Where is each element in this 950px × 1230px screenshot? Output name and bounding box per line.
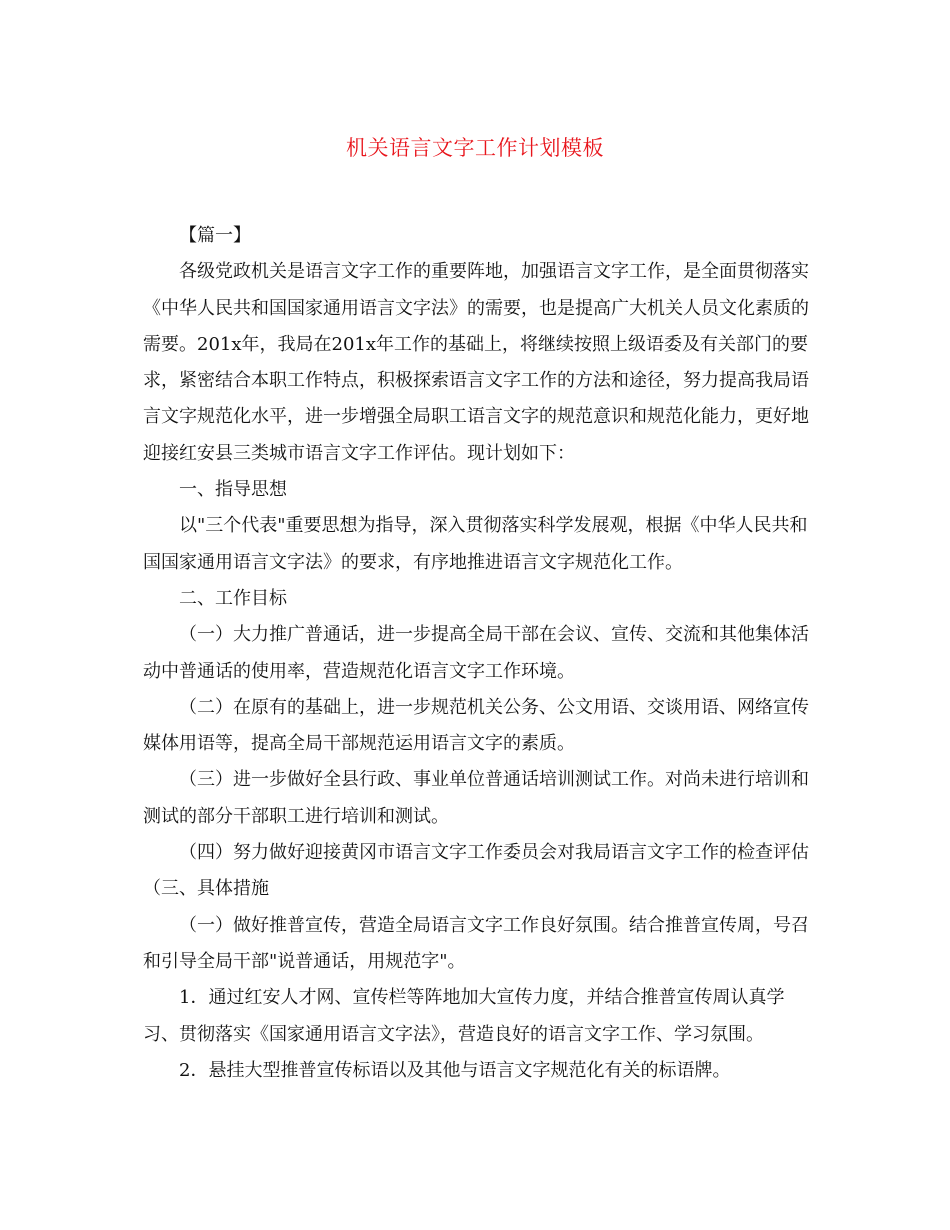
intro-paragraph: 各级党政机关是语言文字工作的重要阵地，加强语言文字工作，是全面贯彻落实《中华人民共和国国家通用语言文字法》的需要，也是提高广大机关人员文化素质的需要。201x年，我局在201x年工作的基础上，将继续按照上级语委及有关部门的要求，紧密结合本职工作特点，积极探索语言文字工作的方法和途径，努力提高我局语言文字规范化水平，进一步增强全局职工语言文字的规范意识和规范化能力，更好地迎接红安县三类城市语言文字工作评估。现计划如下： <box>143 261 809 464</box>
measure-subitem-1: 1．通过红安人才网、宣传栏等阵地加大宣传力度，并结合推普宣传周认真学习、贯彻落实《国家通用语言文字法》，营造良好的语言文字工作、学习氛围。 <box>143 987 785 1045</box>
goal-item-4: （四）努力做好迎接黄冈市语言文字工作委员会对我局语言文字工作的检查评估（三、具体措施 <box>143 842 809 900</box>
measure-item-1: （一）做好推普宣传，营造全局语言文字工作良好氛围。结合推普宣传周，号召和引导全局干部"说普通话，用规范字"。 <box>143 914 809 972</box>
goal-item-2: （二）在原有的基础上，进一步规范机关公务、公文用语、交谈用语、网络宣传媒体用语等，提高全局干部规范运用语言文字的素质。 <box>143 696 809 755</box>
guiding-thought-paragraph: 以"三个代表"重要思想为指导，深入贯彻落实科学发展观，根据《中华人民共和国国家通用语言文字法》的要求，有序地推进语言文字规范化工作。 <box>143 515 808 573</box>
section-heading-pian-yi: 【篇一】 <box>179 225 251 246</box>
document-title: 机关语言文字工作计划模板 <box>346 136 604 160</box>
section-heading-work-goals: 二、工作目标 <box>179 587 287 609</box>
section-heading-guiding-thought: 一、指导思想 <box>179 479 287 501</box>
measure-subitem-2: 2．悬挂大型推普宣传标语以及其他与语言文字规范化有关的标语牌。 <box>179 1059 731 1081</box>
goal-item-1: （一）大力推广普通话，进一步提高全局干部在会议、宣传、交流和其他集体活动中普通话的使用率，营造规范化语言文字工作环境。 <box>143 624 809 682</box>
goal-item-3: （三）进一步做好全县行政、事业单位普通话培训测试工作。对尚未进行培训和测试的部分干部职工进行培训和测试。 <box>143 769 809 827</box>
document-body <box>143 218 811 1089</box>
